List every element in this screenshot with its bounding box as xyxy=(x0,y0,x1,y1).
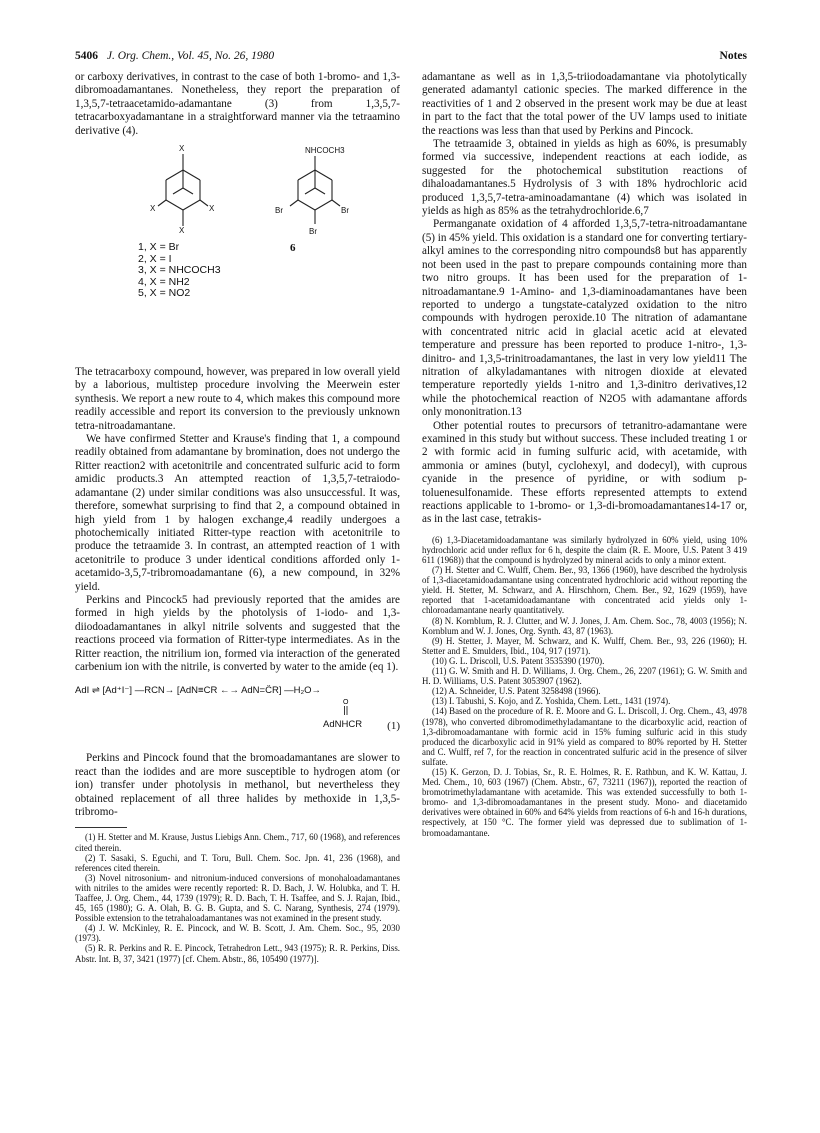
footnote: (6) 1,3-Diacetamidoadamantane was similarly hydrolyzed in 60% yield, using 10% hydrochloric acid under reflux for 6 h, despite the claim (R. E. Moore, U.S. Patent 3 419 611 (1968)) that the compound is hydrolyzed by mineral acids to only a minor extent. xyxy=(422,534,747,565)
compound-6-label: 6 xyxy=(290,242,296,255)
footnotes-right xyxy=(422,535,747,838)
substituent-x-right: X xyxy=(209,204,215,214)
section-label: Notes xyxy=(719,50,747,62)
footnote: (15) K. Gerzon, D. J. Tobias, Sr., R. E. Holmes, R. E. Rathbun, and K. W. Kattau, J. Med. Chem., 10, 603 (1967) (Chem. Abstr., 67, 73211 (1967)), reported the reaction of bromotrimethyladamantane with acetamide. This was extended successfully to both 1-bromo- and 1,3-dibromoadamantanes in the present study. Mono- and diacetamido derivatives were obtained in 60% and 64% yields from reactions of 6-h and 16-h durations, respectively, at 150 °C. The former yield was depressed due to sublimation of 1-bromoadamantane. xyxy=(422,766,747,838)
substituent-x-left: X xyxy=(150,204,156,214)
substituent-br-left: Br xyxy=(275,206,283,216)
left-column xyxy=(75,71,400,964)
paragraph: adamantane as well as in 1,3,5-triiodoadamantane via photolytically generated adamantyl cationic species. The marked difference in the reactivities of 1 and 2 observed in the present work may be due at least in part to the fact that the total power of the UV lamps used to initiate the reactions was less than that used by Perkins and Pincock. xyxy=(422,71,747,137)
paragraph: The tetracarboxy compound, however, was prepared in low overall yield by a laborious, multistep procedure involving the Meerwein ester synthesis. We report a new route to 4, which makes this compound more readily accessible and report its conversion to the previously unknown tetra-nitroadamantane. xyxy=(75,366,400,432)
equation-product: AdNHCR xyxy=(323,719,363,731)
footnotes-left xyxy=(75,832,400,963)
legend-entry: 1, X = Br xyxy=(138,241,180,254)
footnote: (1) H. Stetter and M. Krause, Justus Liebigs Ann. Chem., 717, 60 (1968), and references cited therein. xyxy=(75,832,400,853)
paragraph: Perkins and Pincock5 had previously reported that the amides are formed in high yields by the photolysis of 1-iodo- and 1,3-diiodoadamantanes in alkyl nitrile solvents and suggested that the reactions proceed via formation of Ritter-type intermediates. As in the Ritter reaction, the nitrilium ion, formed via interaction of the generated carbenium ion with the nitrile, is converted by water to the amide (eq 1). xyxy=(75,593,400,673)
paragraph: Other potential routes to precursors of tetranitro-adamantane were examined in this study but without success. These included treating 1 or 2 with formic acid in fuming sulfuric acid, with acetamide, with ammonia or amines (butyl, cyclohexyl, and dodecyl), with cuprous cyanide in the presence of pyridine, or with sodium p-toluenesulfonamide. These efforts represented attempts to extend reactions applicable to 1-bromo- or 1,3-di-bromoadamantanes14-17 or, as in the last case, tetrakis- xyxy=(422,419,747,526)
footnote: (12) A. Schneider, U.S. Patent 3258498 (1966). xyxy=(432,686,601,697)
journal-citation: J. Org. Chem., Vol. 45, No. 26, 1980 xyxy=(106,50,275,62)
legend-entry: 3, X = NHCOCH3 xyxy=(138,264,221,277)
substituent-br-right: Br xyxy=(341,206,349,216)
paragraph: Perkins and Pincock found that the bromoadamantanes are slower to react than the iodides and are more susceptible to hydrogen atom (or ion) transfer under photolysis in methanol, but nevertheless they obtained replacement of all three halides by methoxide in 1,3,5-tribromo- xyxy=(75,752,400,818)
paragraph: We have confirmed Stetter and Krause's finding that 1, a compound readily obtained from adamantane by bromination, does not undergo the Ritter reaction2 with acetonitrile and concentrated sulfuric acid to form amidic products.3 An attempted reaction of 1,3,5,7-tetraiodo-adamantane (2) under similar conditions was also unsuccessful. It was, therefore, somewhat surprising to find that 2, a compound obtained in high yield from 1 by halogen exchange,4 readily undergoes a photochemically initiated Ritter-type reaction with acetonitrile to produce the tetraamide 3. In contrast, an attempted reaction of 1 with acetonitrile to produce 3 under identical conditions afforded only 1-acetamido-3,5,7-tribromoadamantane (6), a new compound, in 32% yield. xyxy=(75,433,400,593)
footnote: (2) T. Sasaki, S. Eguchi, and T. Toru, Bull. Chem. Soc. Jpn. 41, 236 (1968), and references cited therein. xyxy=(75,852,400,873)
footnote: (14) Based on the procedure of R. E. Moore and G. L. Driscoll, J. Org. Chem., 43, 4978 (1978), who converted dibromodimethyladamantane to the dicarboxylic acid, reaction of 1,3-dibromoadamantane with formic acid in 15% fuming sulfuric acid in this study produced the dicarboxylic acid in 91% yield as compared to 80% reported by H. Stetter and C. Wulff, ref 7, for the reaction in concentrated sulfuric acid in the presence of silver sulfate. xyxy=(422,706,747,767)
paragraph: The tetraamide 3, obtained in yields as high as 60%, is presumably formed via successive, independent reactions at each iodide, as suggested for the photochemical substitution reactions of dihaloadamantanes.5 Hydrolysis of 3 with 18% hydrochloric acid produced 1,3,5,7-tetra-aminoadamantane (4) which was isolated in yields as high as 85% as the tetrahydrochloride.6,7 xyxy=(422,138,747,218)
footnote: (4) J. W. McKinley, R. E. Pincock, and W. B. Scott, J. Am. Chem. Soc., 95, 2030 (1973). xyxy=(75,923,400,944)
footnote: (3) Novel nitrosonium- and nitronium-induced conversions of monohaloadamantanes with nitriles to the amides were recently reported: R. D. Bach, J. W. Holubka, and T. H. Taaffee, J. Org. Chem., 44, 1739 (1979); R. D. Bach, T. H. Tsaffee, and S. J. Rajan, Ibid., 45, 165 (1980); G. A. Olah, B. G. B. Gupta, and S. C. Narang, Synthesis, 274 (1979). Possible extension to the tetrahaloadamantanes was not examined in the present study. xyxy=(75,872,400,924)
compound-legend xyxy=(138,242,221,300)
footnote: (5) R. R. Perkins and R. E. Pincock, Tetrahedron Lett., 943 (1975); R. R. Perkins, Diss. Abstr. Int. B, 37, 3421 (1977) [cf. Chem. Abstr., 86, 105490 (1977)]. xyxy=(75,943,400,964)
footnote-rule xyxy=(75,827,127,828)
equation-1 xyxy=(75,678,400,748)
carbonyl-bond xyxy=(342,698,350,716)
substituent-nhcoch3: NHCOCH3 xyxy=(305,146,345,156)
legend-entry: 2, X = I xyxy=(138,252,172,265)
footnote: (7) H. Stetter and C. Wulff, Chem. Ber., 93, 1366 (1960), have described the hydrolysis of 1,3-diacetamidoadamantane using concentrated hydrochloric acid without reporting the yield. H. Stetter, M. Schwarz, and A. Hirschhorn, Chem. Ber., 92, 1629 (1959), have reported that 1-acetamidoadamantane with concentrated acid yields only 1-chloroadamantane nearly quantitatively. xyxy=(422,565,747,616)
substituent-br-bottom: Br xyxy=(309,227,317,237)
legend-entry: 4, X = NH2 xyxy=(138,275,190,288)
footnote: (9) H. Stetter, J. Mayer, M. Schwarz, and K. Wulff, Chem. Ber., 93, 226 (1960); H. Stetter and E. Smulders, Ibid., 104, 917 (1971). xyxy=(422,635,747,656)
footnote: (13) I. Tabushi, S. Kojo, and Z. Yoshida, Chem. Lett., 1431 (1974). xyxy=(432,696,671,707)
legend-entry: 5, X = NO2 xyxy=(138,287,191,300)
svg-text:O: O xyxy=(343,699,349,707)
page-number: 5406 xyxy=(75,50,98,62)
paragraph: Permanganate oxidation of 4 afforded 1,3,5,7-tetra-nitroadamantane (5) in 45% yield. This oxidation is a standard one for converting tertiary-alkyl amines to the corresponding nitro compounds8 but has apparently not been used in the past to prepare compounds containing more than two nitro groups. It has been used for the preparation of 1-nitroadamantane.9 1-Amino- and 1,3-diaminoadamantanes have been reported to undergo a tungstate-catalyzed oxidation to the nitro compounds with hydrogen peroxide.10 The nitration of adamantane with concentrated nitric acid in glacial acetic acid at elevated temperature and pressure has been reported to produce 1-nitro-, 1,3-dinitro- and 1,3,5-trinitroadamantanes, the last in very low yield11 The nitration of alkyladamantanes with nitrogen dioxide at elevated temperature reportedly yields 1-nitro and 1,3-dinitro derivatives,12 while the photochemical reaction of N2O5 with adamantane affords only mononitration.13 xyxy=(422,218,747,419)
structure-figure xyxy=(75,142,400,364)
substituent-x-top: X xyxy=(179,144,185,154)
equation-scheme: AdI ⇌ [Ad⁺I⁻] —RCN→ [AdN≡CR ←→ AdN=C̈R] —H₂O→ xyxy=(75,685,322,697)
substituent-x-bottom: X xyxy=(179,226,185,236)
running-header xyxy=(75,50,747,68)
footnote: (11) G. W. Smith and H. D. Williams, J. Org. Chem., 26, 2207 (1961); G. W. Smith and H. D. Williams, U.S. Patent 3053907 (1962). xyxy=(422,666,747,687)
footnote: (8) N. Kornblum, R. J. Clutter, and W. J. Jones, J. Am. Chem. Soc., 78, 4003 (1956); N. Kornblum and W. J. Jones, Org. Synth. 43, 87 (1963). xyxy=(422,615,747,636)
right-column xyxy=(422,71,747,838)
paragraph: or carboxy derivatives, in contrast to the case of both 1-bromo- and 1,3-dibromoadamantanes. Nonetheless, they report the preparation of 1,3,5,7-tetraacetamido-adamantane (3) from 1,3,5,7-tetracarboxyadamantane in a straightforward manner via the tetraamino derivative (4). xyxy=(75,71,400,137)
equation-number: (1) xyxy=(387,720,400,733)
footnote: (10) G. L. Driscoll, U.S. Patent 3535390 (1970). xyxy=(432,655,605,666)
